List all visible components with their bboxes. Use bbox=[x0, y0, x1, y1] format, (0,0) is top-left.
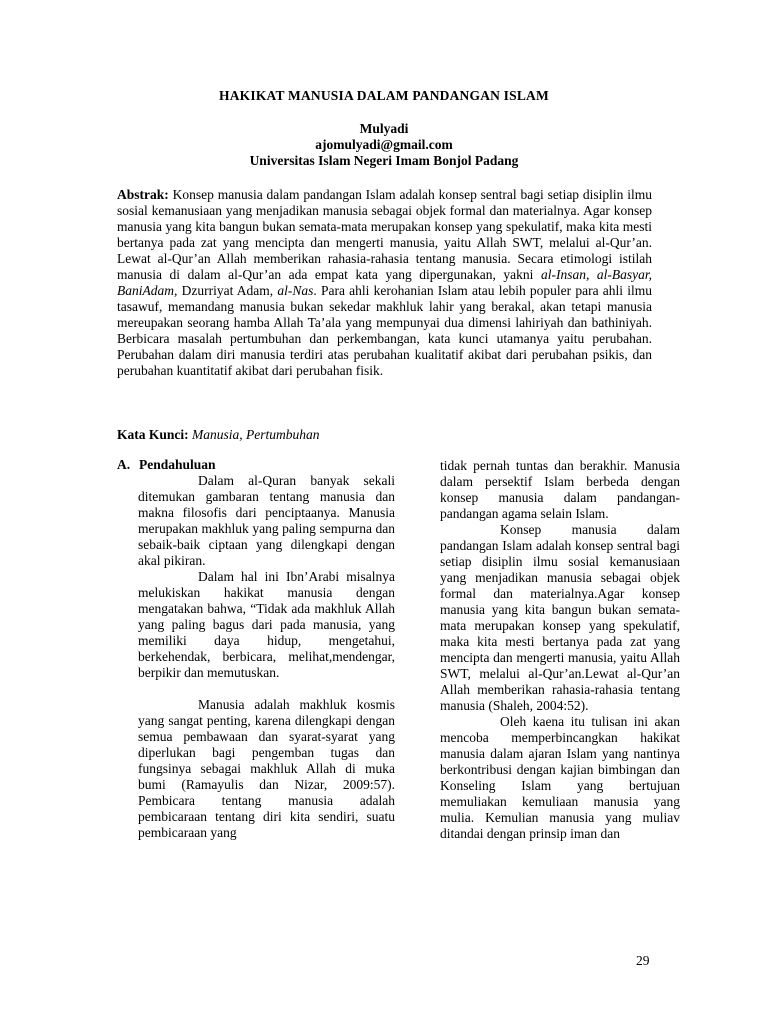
body-paragraph: Manusia adalah makhluk kosmis yang sangat penting, karena dilengkapi dengan semua pembawaan dan syarat-syarat yang diperlukan bagi pengemban tugas dan fungsinya sebagai makhluk Allah di muka bumi (Ramayulis dan Nizar, 2009:57). Pembicara tentang manusia adalah pembicaraan tentang diri kita sendiri, suatu pembicaraan yang bbox=[138, 697, 395, 840]
abstract bbox=[117, 187, 652, 379]
paper-title: HAKIKAT MANUSIA DALAM PANDANGAN ISLAM bbox=[219, 88, 549, 103]
author-block bbox=[0, 121, 768, 169]
body-paragraph: Oleh kaena itu tulisan ini akan mencoba memperbincangkan hakikat manusia dalam ajaran Islam yang nantinya berkontribusi dengan kajian bimbingan dan Konseling Islam yang bertujuan memuliakan kemuliaan manusia yang mulia. Kemulian manusia yang muliav ditandai dengan prinsip iman dan bbox=[440, 714, 680, 841]
keywords bbox=[117, 427, 320, 443]
keywords-value: Manusia, Pertumbuhan bbox=[192, 427, 320, 442]
keywords-label: Kata Kunci: bbox=[117, 427, 189, 442]
abstract-text-1: Konsep manusia dalam pandangan Islam adalah konsep sentral bagi setiap disiplin ilmu sosial kemanusiaan yang menjadikan manusia sebagai objek formal dan materialnya. Agar konsep manusia yang kita bangun bukan semata-mata merupakan konsep yang spekulatif, maka kita mesti bertanya pada zat yang mencipta dan mengerti manusia, yaitu Allah SWT, melalui al-Qur’an. Lewat al-Qur’an Allah memberikan rahasia-rahasia tentang manusia. Secara etimologi istilah manusia di dalam al-Qur’an ada empat kata yang dipergunakan, yakni bbox=[117, 187, 652, 282]
body-paragraph: Dalam hal ini Ibn’Arabi misalnya melukiskan hakikat manusia dengan mengatakan bahwa, “Tidak ada makhluk Allah yang paling bagus dari pada manusia, yang memiliki daya hidup, mengetahui, berkehendak, berbicara, melihat,mendengar, berpikir dan memutuskan. bbox=[138, 569, 395, 680]
abstract-italic-2: al-Nas bbox=[277, 283, 314, 298]
body-paragraph: tidak pernah tuntas dan berakhir. Manusia dalam persektif Islam berbeda dengan konsep manusia dalam pandangan-pandangan agama selain Islam. bbox=[440, 458, 680, 521]
abstract-paragraph bbox=[117, 187, 652, 379]
left-column-body bbox=[138, 473, 395, 841]
abstract-label: Abstrak: bbox=[117, 187, 169, 202]
author-email: ajomulyadi@gmail.com bbox=[315, 137, 453, 152]
body-paragraph: Konsep manusia dalam pandangan Islam adalah konsep sentral bagi setiap disiplin ilmu sosial kemanusiaan yang menjadikan manusia sebagai objek formal dan materialnya.Agar konsep manusia yang kita bangun bukan semata-mata merupakan konsep yang spekulatif, maka kita mesti bertanya pada zat yang mencipta dan mengerti manusia, yaitu Allah SWT, melalui al-Qur’an.Lewat al-Qur’an Allah memberikan rahasia-rahasia tentang manusia (Shaleh, 2004:52). bbox=[440, 522, 680, 713]
abstract-text-2: Dzurriyat Adam, bbox=[181, 283, 274, 298]
paragraph-gap bbox=[138, 681, 395, 697]
section-number: A. bbox=[117, 457, 131, 472]
author-affiliation: Universitas Islam Negeri Imam Bonjol Padang bbox=[249, 153, 519, 168]
body-paragraph: Dalam al-Quran banyak sekali ditemukan gambaran tentang manusia dan makna filosofis dari penciptaanya. Manusia merupakan makhluk yang paling sempurna dan sebaik-baik ciptaan yang dilengkapi dengan akal pikiran. bbox=[138, 473, 395, 568]
abstract-italic-1: al-Insan, al-Basyar, BaniAdam, bbox=[117, 267, 652, 298]
section-heading bbox=[117, 457, 357, 473]
abstract-text-3: . Para ahli kerohanian Islam atau lebih populer para ahli ilmu tasawuf, memandang manusia bukan sekedar makhluk lahir yang berakal, akan tetapi manusia mereupakan seorang hamba Allah Ta’ala yang mempunyai dua dimensi lahiriyah dan bathiniyah. Berbicara masalah pertumbuhan dan perkembangan, kata kunci utamanya yaitu perubahan. Perubahan dalam diri manusia terdiri atas perubahan kualitatif akibat dari perubahan psikis, dan perubahan kuantitatif akibat dari perubahan fisik. bbox=[117, 283, 653, 378]
left-column bbox=[117, 457, 395, 841]
page-number: 29 bbox=[636, 953, 650, 968]
section-title: Pendahuluan bbox=[139, 457, 216, 472]
right-column bbox=[440, 458, 680, 842]
author-name: Mulyadi bbox=[359, 121, 409, 136]
